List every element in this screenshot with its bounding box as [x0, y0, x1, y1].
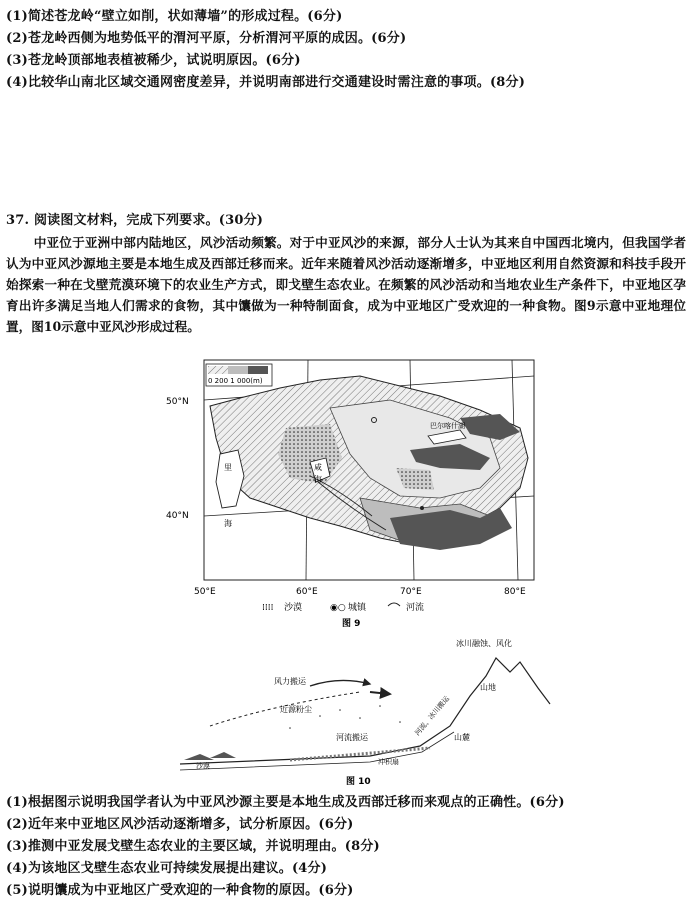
subquestion-5: (5)说明馕成为中亚地区广受欢迎的一种食物的原因。(6分) — [6, 883, 354, 898]
legend-desert-swatch: ⁞⁞⁞⁞ — [262, 603, 274, 613]
label-river-glacier-transport: 河流、冰川搬运 — [413, 694, 452, 738]
lon-label-80: 80°E — [504, 587, 526, 597]
label-xian: 咸 — [314, 463, 322, 472]
terrain-profile — [180, 658, 550, 764]
label-alluvial-fan: 冲积扇 — [378, 758, 399, 766]
lon-label-70: 70°E — [400, 587, 422, 597]
label-river-transport: 河流搬运 — [336, 733, 368, 742]
lon-label-60: 60°E — [296, 587, 318, 597]
legend-scale: 0 200 1 000(m) — [208, 377, 263, 385]
label-hai-2: 海 — [314, 475, 322, 484]
label-balkhash: 巴尔喀什湖 — [430, 422, 465, 430]
label-wind-transport: 风力搬运 — [274, 677, 306, 686]
question-37-material: 中亚位于亚洲中部内陆地区，风沙活动频繁。对于中亚风沙的来源，部分人士认为其来自中国西北境内，但我国学者认为中亚风沙源地主要是本地生成及西部迁移而来。近年来随着风沙活动逐渐增多，中亚地区利用自然资源和科技手段开始探索一种在戈壁荒漠环境下的农业生产方式，即戈壁生态农业。在频繁的风沙活动和当地农业生产条件下，中亚地区孕育出许多满足当地人们需求的食物，其中馕做为一种特制面食，成为中亚地区广受欢迎的一种食物。图9示意中亚地理位置，图10示意中亚风沙形成过程。 — [6, 235, 686, 334]
lat-label-50: 50°N — [166, 397, 189, 407]
question-part-4: (4)比较华山南北区域交通网密度差异，并说明南部进行交通建设时需注意的事项。(8分) — [6, 75, 526, 90]
label-hai-1: 海 — [224, 519, 232, 528]
legend-river-icon — [388, 603, 400, 606]
lat-label-40: 40°N — [166, 511, 189, 521]
subquestion-3: (3)推测中亚发展戈壁生态农业的主要区域，并说明理由。(8分) — [6, 839, 380, 854]
legend-river: 河流 — [406, 603, 425, 613]
label-glacier-weathering: 冰川融蚀、风化 — [456, 639, 512, 648]
figure-10-caption: 图 10 — [346, 777, 371, 787]
question-37-heading: 37. 阅读图文材料，完成下列要求。(30分) — [6, 213, 264, 228]
question-37 — [6, 210, 686, 337]
label-mountain: 山地 — [480, 683, 496, 692]
label-li: 里 — [224, 463, 232, 472]
legend-desert: 沙漠 — [284, 603, 303, 613]
figure-9-map — [160, 358, 540, 628]
label-piedmont: 山麓 — [454, 733, 470, 742]
question-part-2: (2)苍龙岭西侧为地势低平的渭河平原，分析渭河平原的成因。(6分) — [6, 31, 407, 46]
question-part-1: (1)简述苍龙岭“壁立如削，状如薄墙”的形成过程。(6分) — [6, 9, 343, 24]
subquestion-1: (1)根据图示说明我国学者认为中亚风沙源主要是本地生成及西部迁移而来观点的正确性。(6分) — [6, 795, 565, 810]
subquestion-2: (2)近年来中亚地区风沙活动逐渐增多，试分析原因。(6分) — [6, 817, 354, 832]
label-desert: 沙漠 — [196, 762, 210, 770]
question-37-subquestions — [6, 792, 686, 902]
figure-9-caption: 图 9 — [342, 619, 361, 628]
question-part-3: (3)苍龙岭顶部地表植被稀少，试说明原因。(6分) — [6, 53, 301, 68]
legend-city-icon: ◉○ — [330, 603, 346, 613]
previous-question-parts — [6, 6, 686, 94]
lon-label-50: 50°E — [194, 587, 216, 597]
figure-10-profile — [170, 636, 570, 788]
subquestion-4: (4)为该地区戈壁生态农业可持续发展提出建议。(4分) — [6, 861, 328, 876]
label-near-source-dust: 近源粉尘 — [280, 705, 312, 714]
legend-city: 城镇 — [348, 603, 367, 613]
